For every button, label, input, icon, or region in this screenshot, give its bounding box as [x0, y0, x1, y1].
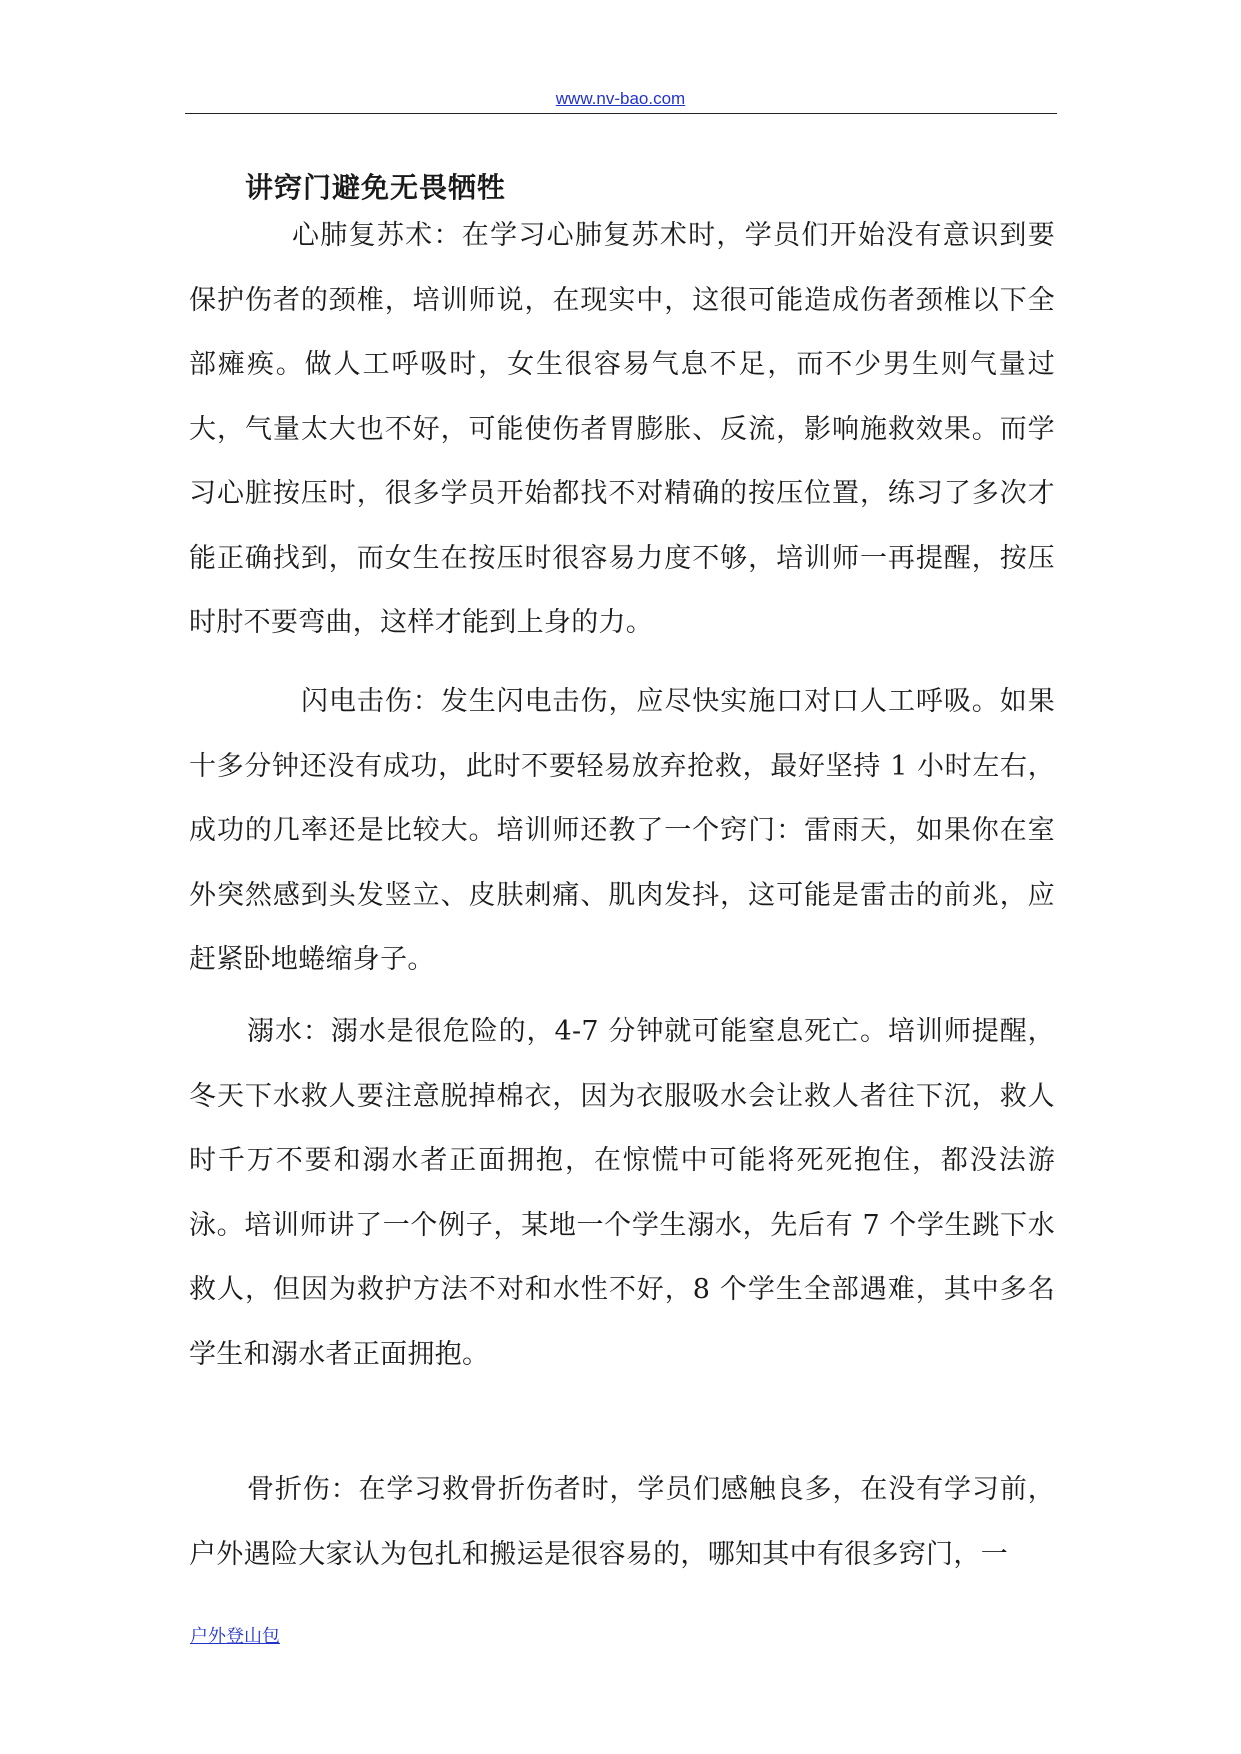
paragraph-lightning: 闪电击伤：发生闪电击伤，应尽快实施口对口人工呼吸。如果十多分钟还没有成功，此时不要轻易放弃抢救，最好坚持 1 小时左右，成功的几率还是比较大。培训师还教了一个窍门：雷雨天，如果你在室外突然感到头发竖立、皮肤刺痛、肌肉发抖，这可能是雷击的前兆，应赶紧卧地蜷缩身子。 [189, 686, 1055, 975]
article-body-4 [189, 1458, 1055, 1587]
footer-link[interactable]: 户外登山包 [190, 1626, 280, 1647]
article-body-2 [189, 670, 1055, 993]
article-title: 讲窍门避免无畏牺牲 [245, 171, 507, 204]
paragraph-drowning: 溺水：溺水是很危险的，4-7 分钟就可能窒息死亡。培训师提醒，冬天下水救人要注意脱掉棉衣，因为衣服吸水会让救人者往下沉，救人时千万不要和溺水者正面拥抱，在惊慌中可能将死死抱住，都没法游泳。培训师讲了一个例子，某地一个学生溺水，先后有 7 个学生跳下水救人，但因为救护方法不对和水性不好，8 个学生全部遇难，其中多名学生和溺水者正面拥抱。 [189, 1016, 1055, 1370]
paragraph-cpr: 心肺复苏术：在学习心肺复苏术时，学员们开始没有意识到要保护伤者的颈椎，培训师说，在现实中，这很可能造成伤者颈椎以下全部瘫痪。做人工呼吸时，女生很容易气息不足，而不少男生则气量过大，气量太大也不好，可能使伤者胃膨胀、反流，影响施救效果。而学习心脏按压时，很多学员开始都找不对精确的按压位置，练习了多次才能正确找到，而女生在按压时很容易力度不够，培训师一再提醒，按压时肘不要弯曲，这样才能到上身的力。 [189, 220, 1055, 638]
article-body-3 [189, 1000, 1055, 1387]
article-body [189, 204, 1055, 656]
paragraph-fracture: 骨折伤：在学习救骨折伤者时，学员们感触良多，在没有学习前，户外遇险大家认为包扎和搬运是很容易的，哪知其中有很多窍门，一 [189, 1474, 1055, 1570]
header-divider [185, 113, 1057, 114]
header-website-link[interactable]: www.nv-bao.com [555, 89, 686, 108]
